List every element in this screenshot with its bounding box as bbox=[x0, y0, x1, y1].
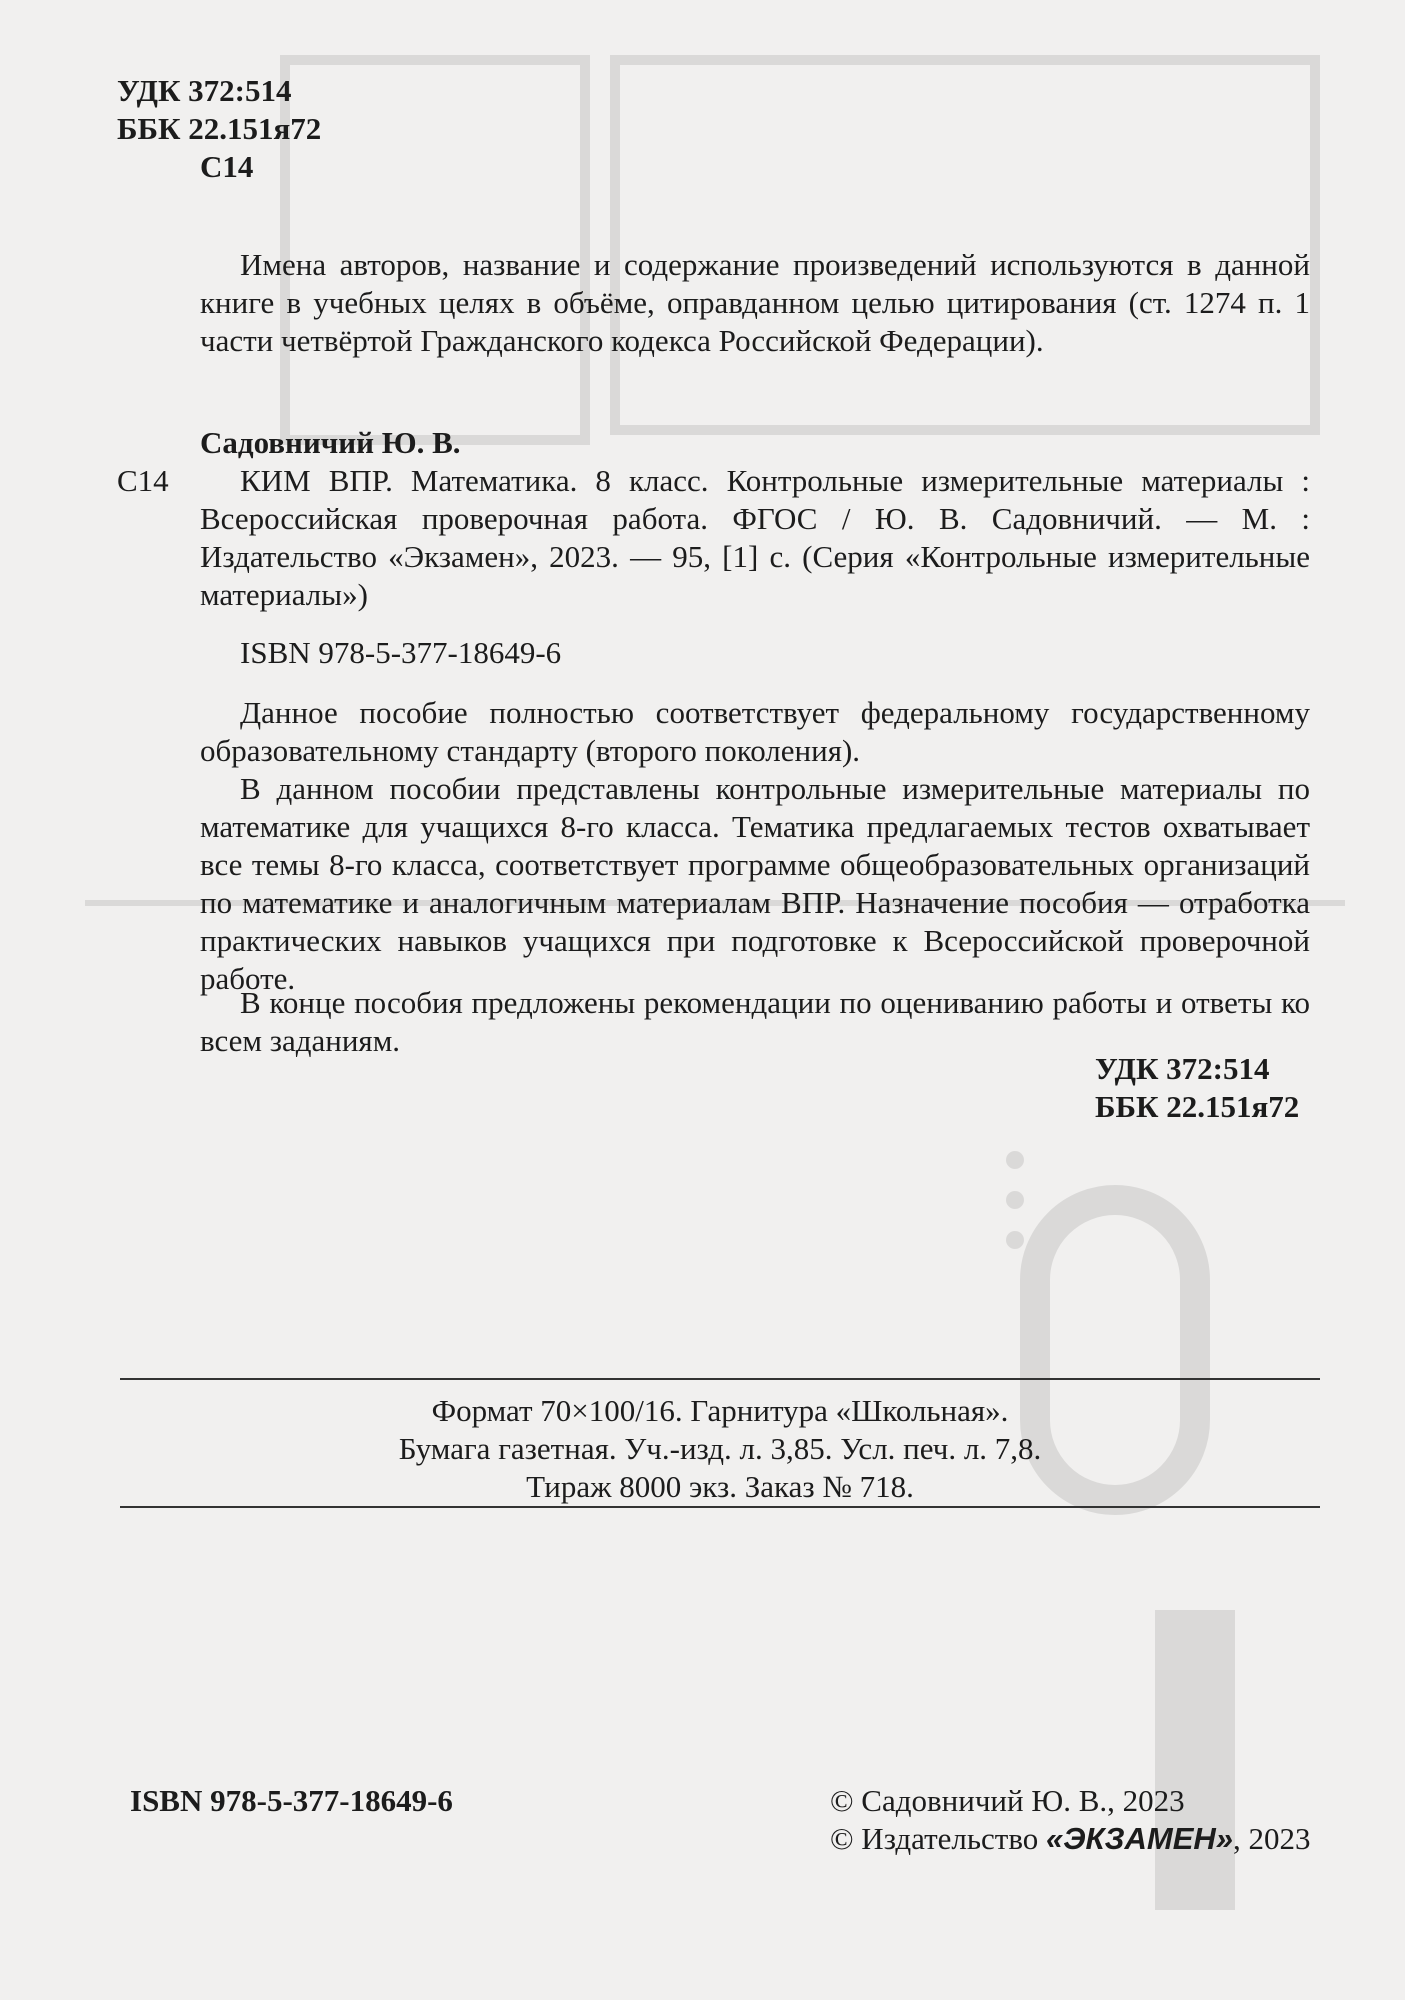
copyright-publisher-prefix: © Издательство bbox=[830, 1821, 1047, 1856]
copyright-publisher bbox=[830, 1820, 1311, 1858]
copyright-publisher-suffix: , 2023 bbox=[1233, 1821, 1311, 1856]
publisher-name: «ЭКЗАМЕН» bbox=[1046, 1821, 1234, 1856]
annotation-paragraph-2: В данном пособии представлены контрольные измерительные материалы по математике для учащихся 8-го класса. Тематика предлагаемых тестов охватывает все темы 8-го класса, соответствует программе общеобразовательных организаций по математике и аналогичным материалам ВПР. Назначение пособия — отработка практических навыков учащихся при подготовке к Всероссийской проверочной работе. bbox=[200, 771, 1310, 996]
bbk-repeat: ББК 22.151я72 bbox=[1095, 1089, 1300, 1124]
imprint-format: Формат 70×100/16. Гарнитура «Школьная». bbox=[431, 1393, 1009, 1428]
author-code-header: С14 bbox=[200, 149, 254, 184]
bibliographic-description: КИМ ВПР. Математика. 8 класс. Контрольные измерительные материалы : Всероссийская проверочная работа. ФГОС / Ю. В. Садовничий. — М. : Издательство «Экзамен», 2023. — 95, [1] с. (Серия «Контрольные измерительные материалы») bbox=[200, 463, 1310, 612]
annotation-paragraph-1: Данное пособие полностью соответствует федеральному государственному образовательному стандарту (второго поколения). bbox=[200, 695, 1310, 768]
copyright-notice: Имена авторов, название и содержание произведений используются в данной книге в учебных целях в объёме, оправданном целью цитирования (ст. 1274 п. 1 части четвёртой Гражданского кодекса Российской Федерации). bbox=[200, 247, 1310, 358]
divider-top bbox=[120, 1378, 1320, 1380]
isbn-footer: ISBN 978-5-377-18649-6 bbox=[130, 1783, 453, 1818]
author-name: Садовничий Ю. В. bbox=[200, 425, 461, 460]
annotation-paragraph-3: В конце пособия предложены рекомендации по оцениванию работы и ответы ко всем заданиям. bbox=[200, 985, 1310, 1058]
isbn-record: ISBN 978-5-377-18649-6 bbox=[240, 635, 562, 670]
divider-bottom bbox=[120, 1506, 1320, 1508]
author-code: С14 bbox=[117, 463, 169, 498]
udk-header: УДК 372:514 bbox=[117, 73, 292, 108]
copyright-author: © Садовничий Ю. В., 2023 bbox=[830, 1783, 1185, 1818]
bbk-header: ББК 22.151я72 bbox=[117, 111, 322, 146]
udk-repeat: УДК 372:514 bbox=[1095, 1051, 1270, 1086]
imprint-paper: Бумага газетная. Уч.-изд. л. 3,85. Усл. печ. л. 7,8. bbox=[398, 1431, 1042, 1466]
imprint-print-run: Тираж 8000 экз. Заказ № 718. bbox=[526, 1469, 914, 1504]
